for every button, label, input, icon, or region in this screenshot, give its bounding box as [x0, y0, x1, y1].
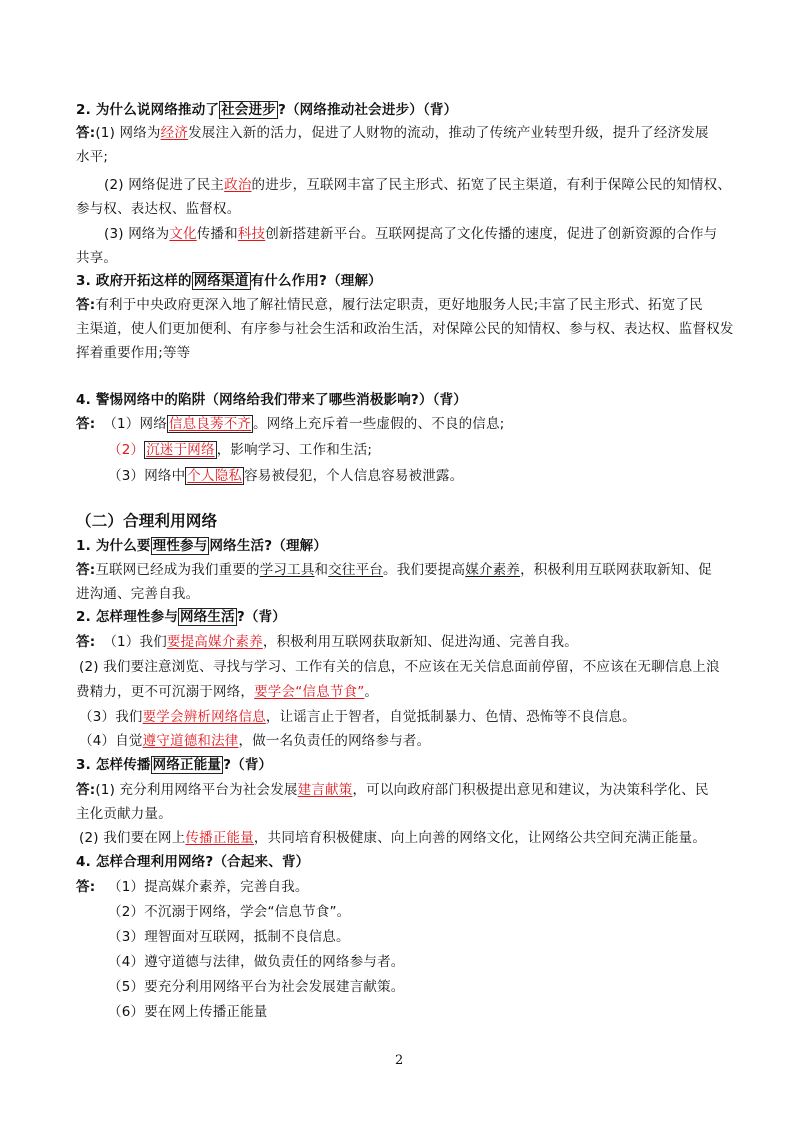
boxed-keyword: 理性参与 — [152, 538, 208, 554]
answer-line: 挥着重要作用;等等 — [76, 345, 191, 361]
keyword-underlined: 学习工具 — [259, 562, 315, 578]
keyword-red: 政治 — [224, 177, 252, 193]
boxed-keyword-red: 信息良莠不齐 — [168, 416, 252, 432]
answer-line: (2) 我们要注意浏览、寻找与学习、工作有关的信息，不应该在无关信息面前停留，不应该在无聊信息上浪 — [79, 659, 720, 675]
answer-label: 答: — [76, 125, 96, 141]
answer-line: （4）自觉遵守道德和法律，做一名负责任的网络参与者。 — [79, 733, 431, 749]
answer-line: （2） 沉迷于网络 ，影响学习、工作和生活; — [108, 442, 373, 458]
answer-line: 答:有利于中央政府更深入地了解社情民意，履行法定职责，更好地服务人民;丰富了民主形式、拓宽了民 — [76, 297, 703, 313]
section-2-question-2-heading: 2. 怎样理性参与 网络生活 ?（背） — [76, 609, 286, 625]
question-4-heading: 4. 警惕网络中的陷阱（网络给我们带来了哪些消极影响?）（背） — [76, 392, 468, 408]
keyword-red: 科技 — [237, 226, 266, 242]
keyword-red: 建言献策 — [297, 782, 353, 798]
list-item: （1）提高媒介素养，完善自我。 — [108, 879, 309, 895]
list-item: （6）要在网上传播正能量 — [108, 1004, 268, 1020]
answer-label: 答: — [76, 879, 96, 895]
boxed-keyword: 网络生活 — [180, 609, 235, 625]
keyword-red: 要提高媒介素养 — [166, 634, 263, 650]
section-2-question-3-heading: 3. 怎样传播 网络正能量 ?（背） — [76, 757, 273, 773]
answer-line: （3）我们要学会辨析网络信息，让谣言止于智者，自觉抵制暴力、色情、恐怖等不良信息。 — [79, 709, 636, 725]
boxed-keyword-red: 个人隐私 — [187, 468, 243, 484]
page-number: 2 — [395, 1053, 404, 1068]
answer-label: 答: — [76, 562, 96, 578]
answer-label: 答: — [76, 416, 96, 432]
answer-line: 答: （1）我们要提高媒介素养，积极利用互联网获取新知、促进沟通、完善自我。 — [76, 634, 578, 650]
answer-label: 答: — [76, 297, 96, 313]
answer-line: 参与权、表达权、监督权。 — [76, 201, 241, 217]
answer-line: 费精力，更不可沉溺于网络，要学会“信息节食”。 — [76, 684, 379, 700]
boxed-keyword: 网络正能量 — [152, 757, 222, 773]
keyword-red: 要学会“信息节食” — [254, 684, 365, 700]
answer-line: 答:互联网已经成为我们重要的学习工具和交往平台。我们要提高媒介素养，积极利用互联网获取新知、促 — [76, 562, 712, 578]
list-item: （3）理智面对互联网，抵制不良信息。 — [108, 929, 350, 945]
boxed-keyword: 网络渠道 — [193, 273, 249, 289]
section-2-question-4-heading: 4. 怎样合理利用网络?（合起来、背） — [76, 854, 310, 870]
answer-line: (2) 网络促进了民主政治的进步，互联网丰富了民主形式、拓宽了民主渠道，有利于保障公民的知情权、 — [104, 177, 732, 193]
keyword-red: 传播正能量 — [185, 830, 254, 846]
answer-line: 主渠道，使人们更加便利、有序参与社会生活和政治生活，对保障公民的知情权、参与权、表达权、监督权发 — [76, 321, 734, 337]
keyword-underlined: 媒介素养 — [465, 562, 521, 578]
keyword-underlined: 交往平台 — [328, 562, 384, 578]
section-title: （二）合理利用网络 — [76, 512, 218, 530]
answer-label: 答: — [76, 634, 96, 650]
keyword-red: 遵守道德和法律 — [142, 733, 239, 749]
answer-line: 主化贡献力量。 — [76, 806, 172, 822]
answer-line: 共享。 — [76, 250, 118, 266]
answer-line: 答:(1) 充分利用网络平台为社会发展建言献策，可以向政府部门积极提出意见和建议，为决策科学化、民 — [76, 782, 709, 798]
list-item: （4）遵守道德与法律，做负责任的网络参与者。 — [108, 954, 405, 970]
heading-text: 2. 为什么说网络推动了 — [76, 102, 220, 118]
list-item: （2）不沉溺于网络，学会“信息节食”。 — [108, 904, 351, 920]
answer-line: 水平; — [76, 149, 109, 165]
boxed-keyword-red: 沉迷于网络 — [146, 442, 215, 458]
answer-line: 答:(1) 网络为经济发展注入新的活力，促进了人财物的流动，推动了传统产业转型升级，提升了经济发展 — [76, 125, 709, 141]
answer-line: （3）网络中 个人隐私 容易被侵犯，个人信息容易被泄露。 — [108, 468, 464, 484]
question-3-heading: 3. 政府开拓这样的 网络渠道 有什么作用?（理解） — [76, 273, 382, 289]
question-2-heading — [76, 101, 457, 119]
list-item: （5）要充分利用网络平台为社会发展建言献策。 — [108, 979, 405, 995]
keyword-red: 文化 — [169, 226, 197, 242]
heading-text: ?（网络推动社会进步）（背） — [277, 102, 458, 118]
answer-line: (2) 我们要在网上传播正能量，共同培育积极健康、向上向善的网络文化，让网络公共空间充满正能量。 — [79, 830, 707, 846]
keyword-red: 经济 — [160, 125, 189, 141]
answer-line: (3) 网络为文化传播和科技创新搭建新平台。互联网提高了文化传播的速度，促进了创新资源的合作与 — [104, 226, 718, 242]
keyword-red: 要学会辨析网络信息 — [142, 709, 266, 725]
answer-line: 进沟通、完善自我。 — [76, 586, 200, 602]
boxed-keyword: 社会进步 — [221, 102, 276, 118]
section-2-question-1-heading: 1. 为什么要 理性参与 网络生活?（理解） — [76, 538, 328, 554]
answer-line: 答: （1）网络 信息良莠不齐 。网络上充斥着一些虚假的、不良的信息; — [76, 416, 505, 432]
answer-label: 答: — [76, 782, 96, 798]
